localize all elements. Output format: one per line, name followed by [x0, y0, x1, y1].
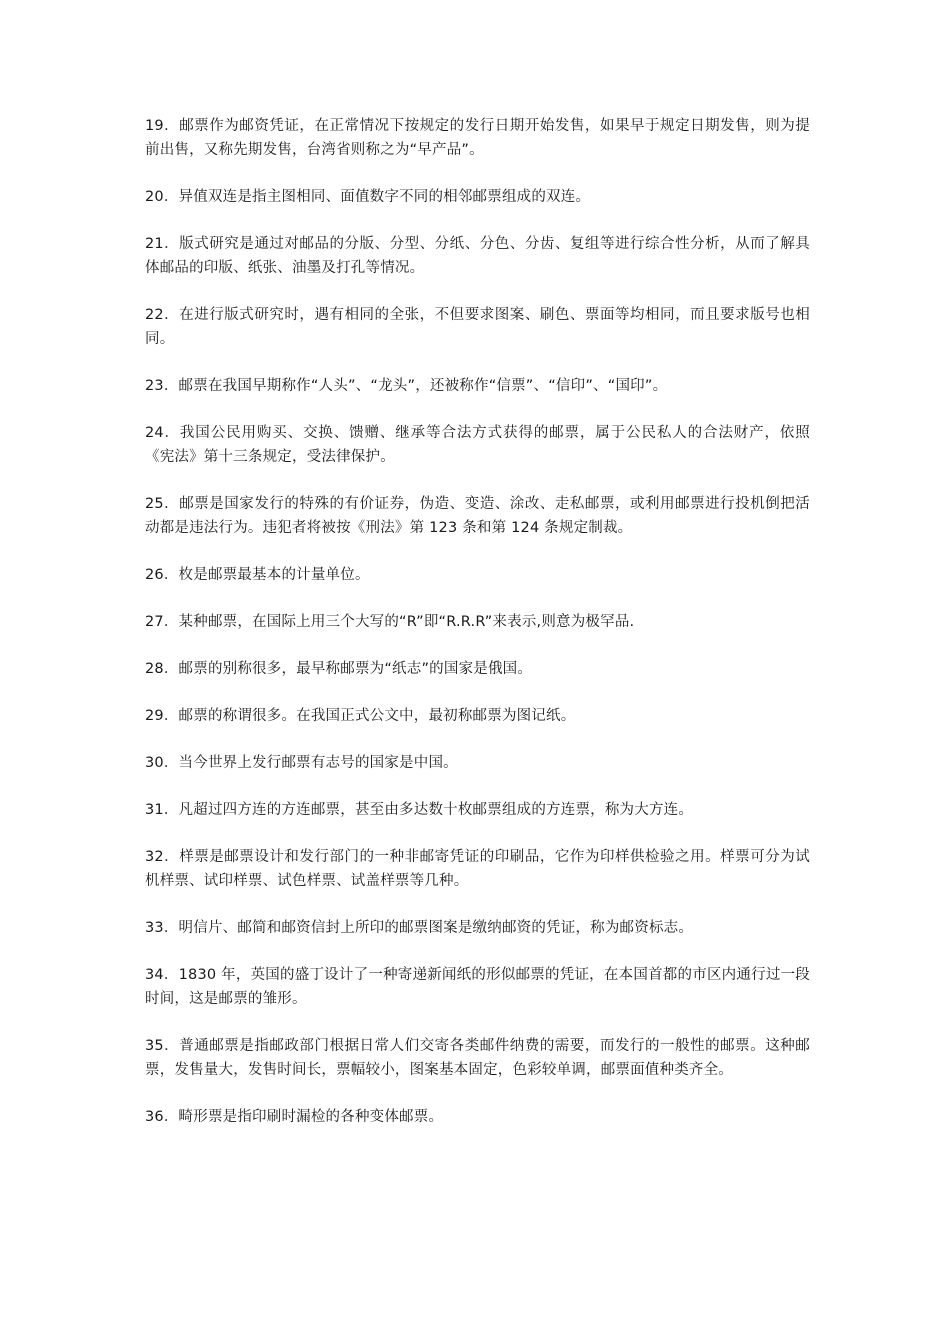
paragraph-33: 33．明信片、邮简和邮资信封上所印的邮票图案是缴纳邮资的凭证，称为邮资标志。: [145, 920, 694, 936]
paragraph-22: 22．在进行版式研究时，遇有相同的全张，不但要求图案、刷色、票面等均相同，而且要求版号也相同。: [145, 307, 810, 347]
paragraph-30: 30．当今世界上发行邮票有志号的国家是中国。: [145, 755, 458, 771]
paragraph-20: 20．异值双连是指主图相同、面值数字不同的相邻邮票组成的双连。: [145, 189, 591, 205]
paragraph-23: 23．邮票在我国早期称作“人头”、“龙头”，还被称作“信票”、“信印”、“国印”。: [145, 378, 668, 394]
paragraph-19: 19．邮票作为邮资凭证，在正常情况下按规定的发行日期开始发售，如果早于规定日期发售，则为提前出售，又称先期发售，台湾省则称之为“早产品”。: [145, 118, 810, 158]
paragraph-32: 32．样票是邮票设计和发行部门的一种非邮寄凭证的印刷品，它作为印样供检验之用。样票可分为试机样票、试印样票、试色样票、试盖样票等几种。: [145, 849, 810, 889]
paragraph-25: 25．邮票是国家发行的特殊的有价证券，伪造、变造、涂改、走私邮票，或利用邮票进行投机倒把活动都是违法行为。违犯者将被按《刑法》第 123 条和第 124 条规定制裁。: [145, 496, 810, 536]
paragraph-36: 36．畸形票是指印刷时漏检的各种变体邮票。: [145, 1109, 444, 1125]
paragraph-26: 26．枚是邮票最基本的计量单位。: [145, 567, 370, 583]
paragraph-21: 21．版式研究是通过对邮品的分版、分型、分纸、分色、分齿、复组等进行综合性分析，从而了解具体邮品的印版、纸张、油墨及打孔等情况。: [145, 236, 810, 276]
document-body: [145, 114, 810, 1152]
paragraph-28: 28．邮票的别称很多，最早称邮票为“纸志”的国家是俄国。: [145, 661, 533, 677]
paragraph-27: 27．某种邮票，在国际上用三个大写的“R”即“R.R.R”来表示,则意为极罕品.: [145, 614, 635, 630]
paragraph-29: 29．邮票的称谓很多。在我国正式公文中，最初称邮票为图记纸。: [145, 708, 576, 724]
paragraph-24: 24．我国公民用购买、交换、馈赠、继承等合法方式获得的邮票，属于公民私人的合法财产，依照《宪法》第十三条规定，受法律保护。: [145, 425, 810, 465]
paragraph-35: 35．普通邮票是指邮政部门根据日常人们交寄各类邮件纳费的需要，而发行的一般性的邮票。这种邮票，发售量大，发售时间长，票幅较小，图案基本固定，色彩较单调，邮票面值种类齐全。: [145, 1038, 810, 1078]
paragraph-34: 34．1830 年，英国的盛丁设计了一种寄递新闻纸的形似邮票的凭证，在本国首都的市区内通行过一段时间，这是邮票的雏形。: [145, 967, 810, 1007]
paragraph-31: 31．凡超过四方连的方连邮票，甚至由多达数十枚邮票组成的方连票，称为大方连。: [145, 802, 694, 818]
